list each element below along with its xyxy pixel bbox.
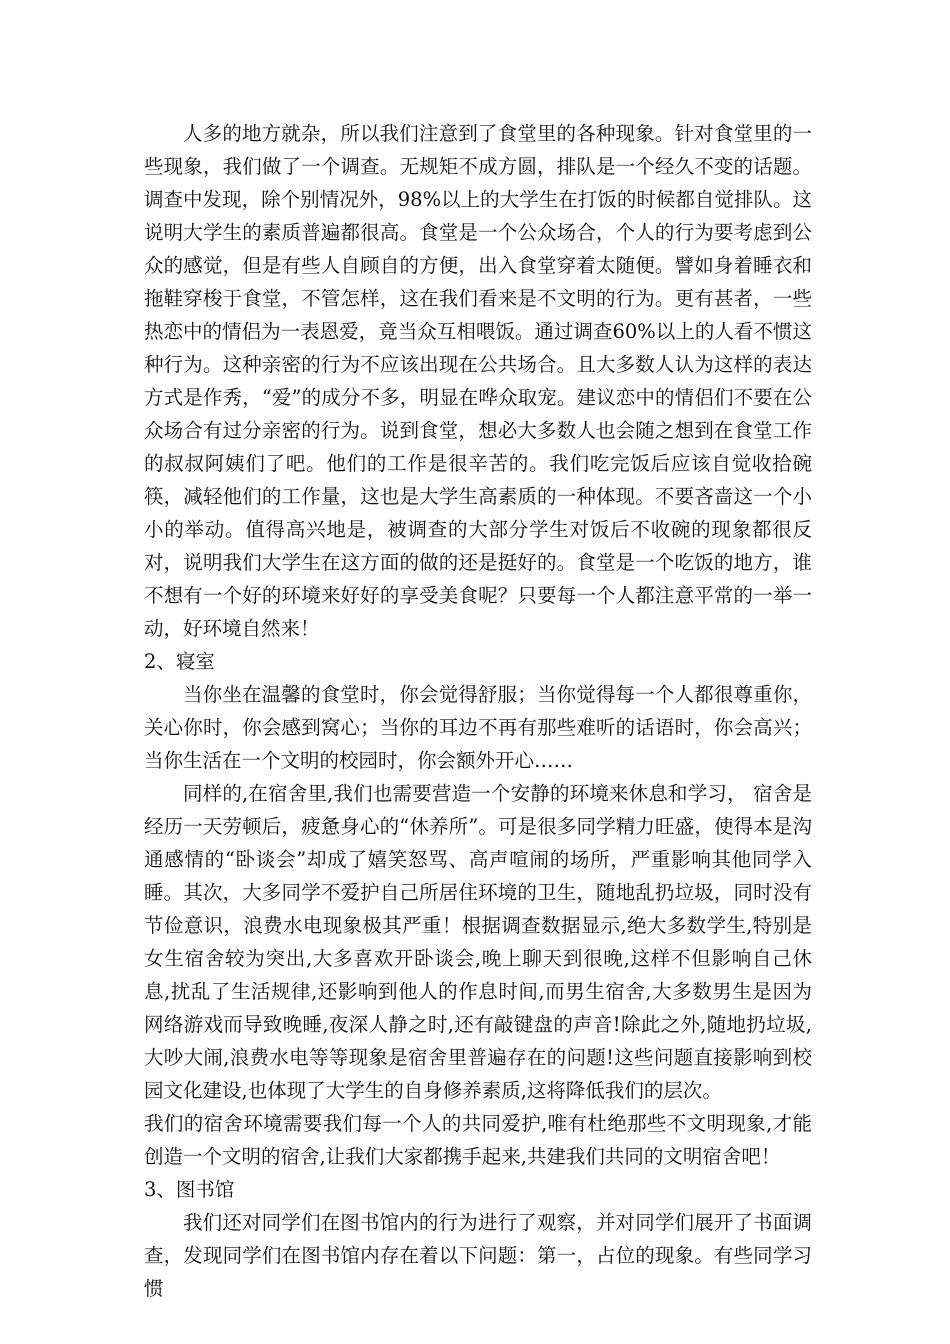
dorm-paragraph-main: 同样的,在宿舍里,我们也需要营造一个安静的环境来休息和学习， 宿舍是经历一天劳顿后，疲惫身心的“休养所”。可是很多同学精力旺盛，使得本是沟通感情的“卧谈会”却成了嬉笑怒骂、高声喧闹的场所，严重影响其他同学入睡。其次，大多同学不爱护自己所居住环境的卫生，随地乱扔垃圾，同时没有节俭意识，浪费水电现象极其严重！根据调查数据显示,绝大多数学生,特别是女生宿舍较为突出,大多喜欢开卧谈会,晚上聊天到很晚,这样不但影响自己休息,扰乱了生活规律,还影响到他人的作息时间,而男生宿舍,大多数男生是因为网络游戏而导致晚睡,夜深人静之时,还有敲键盘的声音!除此之外,随地扔垃圾,大吵大闹,浪费水电等等现象是宿舍里普遍存在的问题!这些问题直接影响到校园文化建设,也体现了大学生的自身修养素质,这将降低我们的层次。: [144, 782, 812, 1102]
section-heading-dorm: 2、寝室: [144, 650, 215, 673]
document-body: [144, 117, 812, 1305]
dorm-paragraph-intro: 当你坐在温馨的食堂时，你会觉得舒服；当你觉得每一个人都很尊重你，关心你时，你会感到窝心；当你的耳边不再有那些难听的话语时，你会高兴；当你生活在一个文明的校园时，你会额外开心……: [144, 683, 812, 772]
library-paragraph: 我们还对同学们在图书馆内的行为进行了观察，并对同学们展开了书面调查，发现同学们在图书馆内存在着以下问题：第一，占位的现象。有些同学习惯: [144, 1211, 812, 1300]
dorm-paragraph-conclusion: 我们的宿舍环境需要我们每一个人的共同爱护,唯有杜绝那些不文明现象,才能创造一个文明的宿舍,让我们大家都携手起来,共建我们共同的文明宿舍吧！: [144, 1112, 812, 1168]
section-heading-library: 3、图书馆: [144, 1178, 235, 1201]
canteen-paragraph: 人多的地方就杂，所以我们注意到了食堂里的各种现象。针对食堂里的一些现象，我们做了一个调查。无规矩不成方圆，排队是一个经久不变的话题。调查中发现，除个别情况外，98%以上的大学生在打饭的时候都自觉排队。这说明大学生的素质普遍都很高。食堂是一个公众场合，个人的行为要考虑到公众的感觉，但是有些人自顾自的方便，出入食堂穿着太随便。譬如身着睡衣和拖鞋穿梭于食堂，不管怎样，这在我们看来是不文明的行为。更有甚者，一些热恋中的情侣为一表恩爱，竟当众互相喂饭。通过调查60%以上的人看不惯这种行为。这种亲密的行为不应该出现在公共场合。且大多数人认为这样的表达方式是作秀，“爱”的成分不多，明显在哗众取宠。建议恋中的情侣们不要在公众场合有过分亲密的行为。说到食堂，想必大多数人也会随之想到在食堂工作的叔叔阿姨们了吧。他们的工作是很辛苦的。我们吃完饭后应该自觉收拾碗筷，减轻他们的工作量，这也是大学生高素质的一种体现。不要吝啬这一个小小的举动。值得高兴地是，被调查的大部分学生对饭后不收碗的现象都很反对，说明我们大学生在这方面的做的还是挺好的。食堂是一个吃饭的地方，谁不想有一个好的环境来好好的享受美食呢？只要每一个人都注意平常的一举一动，好环境自然来！: [144, 122, 812, 640]
